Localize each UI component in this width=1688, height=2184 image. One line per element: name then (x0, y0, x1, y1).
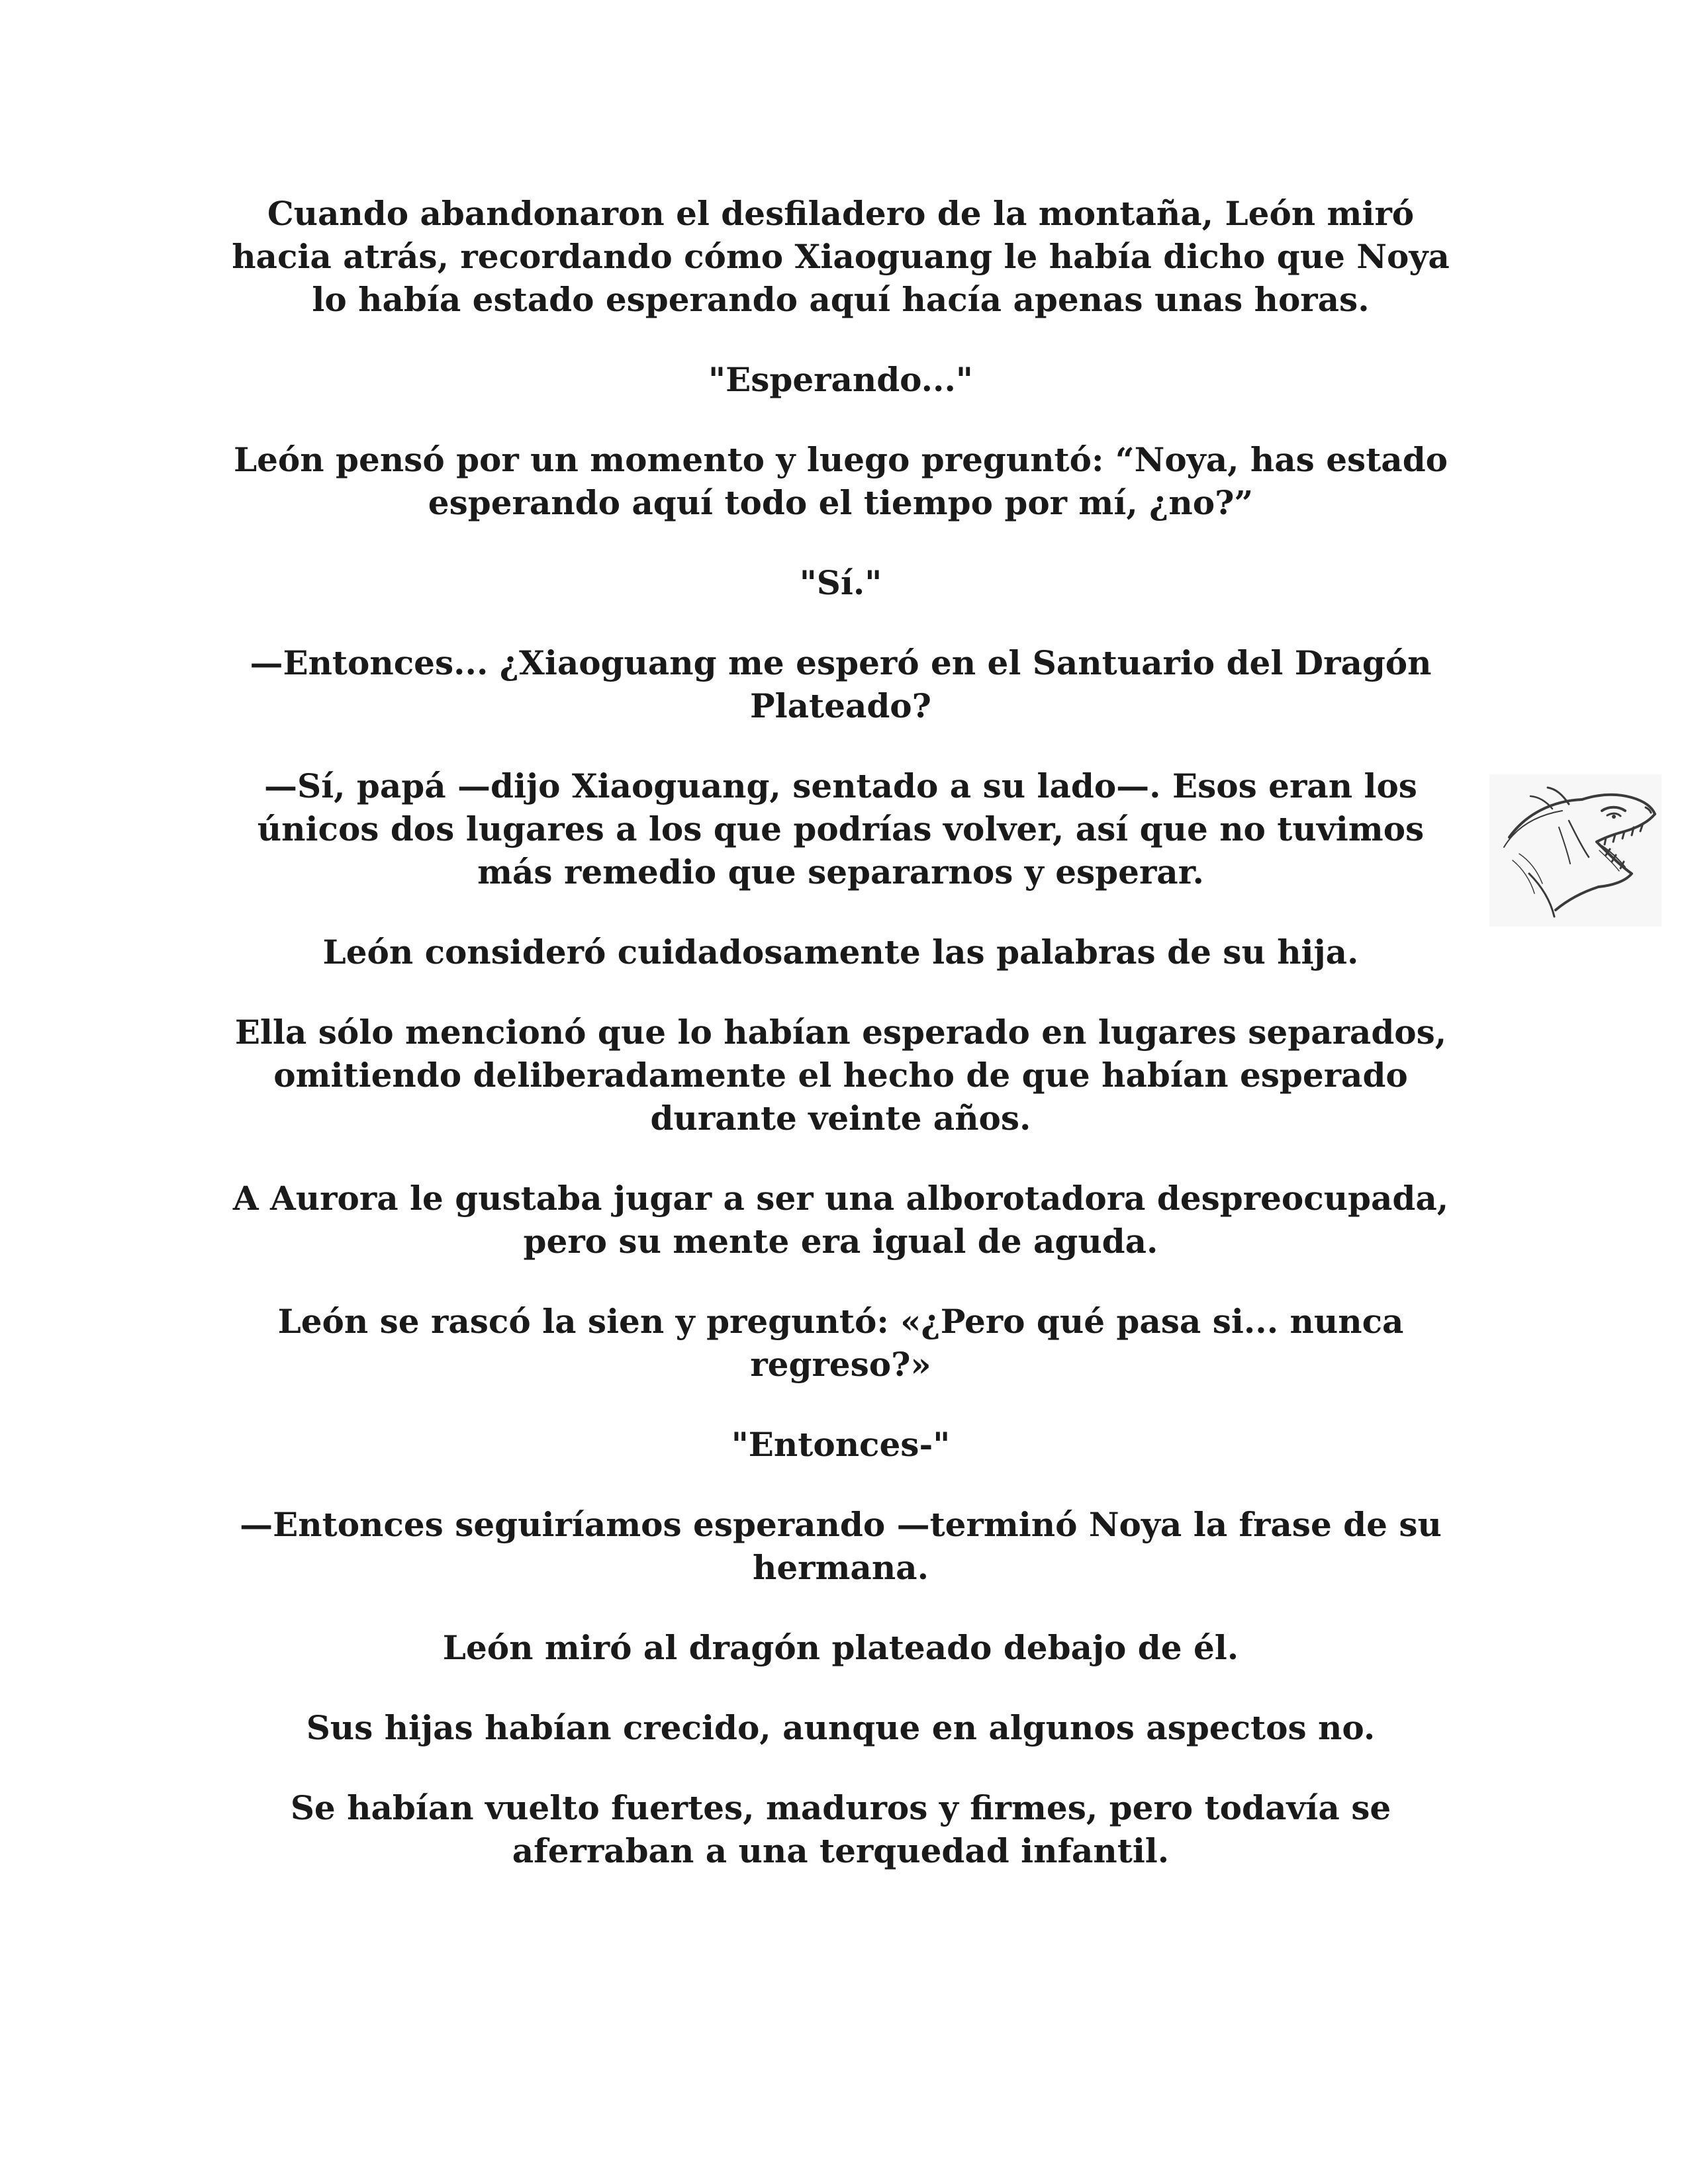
paragraph: "Entonces-" (731, 1425, 951, 1464)
story-text (218, 192, 1463, 1909)
paragraph: Se habían vuelto fuertes, maduros y firmes, pero todavía se aferraban a una terquedad infantil. (290, 1788, 1391, 1870)
paragraph: Cuando abandonaron el desfiladero de la montaña, León miró hacia atrás, recordando cómo Xiaoguang le había dicho que Noya lo había estado esperando aquí hacía apenas unas horas. (232, 194, 1450, 319)
paragraph: —Sí, papá —dijo Xiaoguang, sentado a su lado—. Esos eran los únicos dos lugares a los que podrías volver, así que no tuvimos más remedio que separarnos y esperar. (257, 766, 1425, 891)
paragraph: —Entonces seguiríamos esperando —terminó Noya la frase de su hermana. (240, 1505, 1442, 1587)
paragraph: León pensó por un momento y luego preguntó: “Noya, has estado esperando aquí todo el tiempo por mí, ¿no?” (233, 440, 1448, 522)
paragraph: León se rascó la sien y preguntó: «¿Pero qué pasa si... nunca regreso?» (277, 1302, 1404, 1384)
paragraph: Ella sólo mencionó que lo habían esperado en lugares separados, omitiendo deliberadamente el hecho de que habían esperado durante veinte años. (234, 1013, 1447, 1138)
paragraph: Sus hijas habían crecido, aunque en algunos aspectos no. (306, 1708, 1376, 1747)
paragraph: "Esperando..." (708, 360, 973, 399)
paragraph: "Sí." (799, 563, 882, 602)
dragon-head-sketch-icon (1489, 774, 1662, 927)
paragraph: León miró al dragón plateado debajo de él. (442, 1628, 1239, 1667)
paragraph: León consideró cuidadosamente las palabras de su hija. (322, 933, 1359, 972)
paragraph: A Aurora le gustaba jugar a ser una alborotadora despreocupada, pero su mente era igual de aguda. (232, 1179, 1449, 1261)
paragraph: —Entonces... ¿Xiaoguang me esperó en el Santuario del Dragón Plateado? (250, 643, 1432, 725)
